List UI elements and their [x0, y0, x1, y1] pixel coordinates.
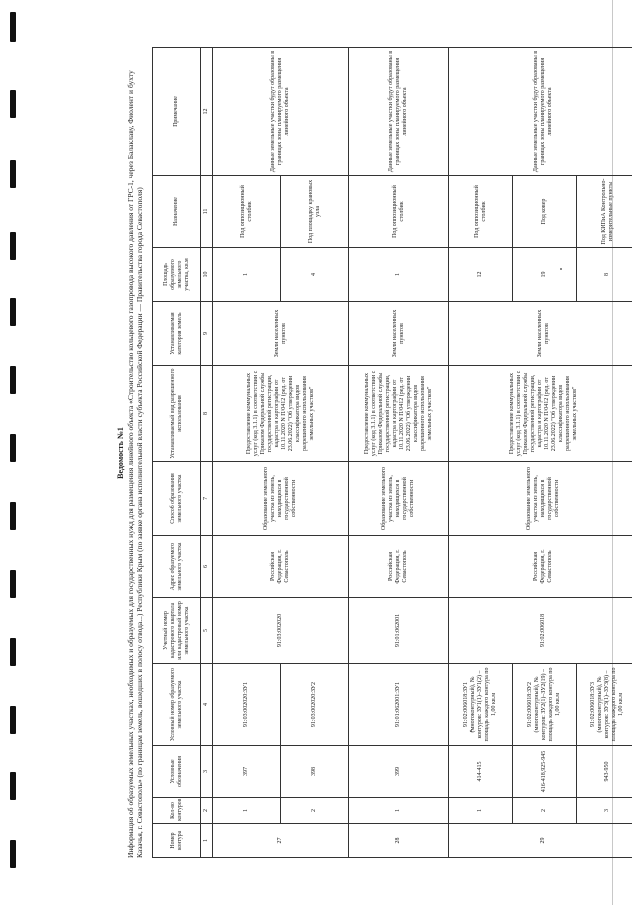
header-number: 5 — [201, 598, 213, 664]
plot-area: 12 — [449, 248, 513, 302]
plot-area: 19 — [513, 248, 577, 302]
header-cell: Учетный номер кадастрового квартала или кадастровый номер земельного участка — [153, 598, 201, 664]
binder-hole — [10, 840, 16, 868]
header-row — [153, 48, 201, 858]
contour-count: 1 — [213, 798, 281, 824]
plot-purpose: Под оппозиционный столбик — [449, 176, 513, 248]
permitted-use: Предоставление коммунальных услуг (код 3.1.1) в соответствии с Приказом Федеральной службы государственной регистрации, кадастра и картографии от 10.11.2020 N П/0412 (ред. от 23.06.2022) "Об утверждении классификатора видов разрешенного использования земельных участков" — [349, 366, 449, 462]
plot-number: 91:03:002020:ЗУ2 — [281, 664, 349, 746]
header-cell: Условный номер образуемого земельного участка — [153, 664, 201, 746]
plot-number: 91:02:006018:ЗУ3 (многоконтурный), № контуров: ЗУ3(1)–ЗУ3(8) – площадь каждого контура по 1,00 кв.м — [577, 664, 632, 746]
header-cell: Назначение — [153, 176, 201, 248]
binder-hole — [10, 366, 16, 394]
header-number: 4 — [201, 664, 213, 746]
land-category: Земли населенных пунктов — [213, 302, 349, 366]
land-category: Земли населенных пунктов — [449, 302, 632, 366]
header-cell: Площадь образуемого земельного участка, кв.м — [153, 248, 201, 302]
contour-count: 3 — [577, 798, 632, 824]
contour-count: 2 — [513, 798, 577, 824]
rotated-page — [116, 48, 632, 858]
conventional-sign: 397 — [213, 746, 281, 798]
plot-number: 91:02:006018:ЗУ1 (многоконтурный), № контуров: ЗУ1(1)–ЗУ1(2) – площадь каждого контура по 1,00 кв.м — [449, 664, 513, 746]
contour-number: 27 — [213, 824, 349, 858]
binder-hole — [10, 638, 16, 666]
header-number: 11 — [201, 176, 213, 248]
header-cell: Адрес образуемого земельного участка — [153, 536, 201, 598]
conventional-sign: 399 — [349, 746, 449, 798]
header-number: 2 — [201, 798, 213, 824]
plot-number: 91:03:002020:ЗУ1 — [213, 664, 281, 746]
document-description: Информация об образуемых земельных участках, необходимых и образуемых для государственных нужд для размещения линейного объекта «Строительство кольцевого газопровода высокого давления от ГРС-1, через Балаклаву, Фиолент и бухту Казачья, г. Севастополь» (по границам земель, вошедших в полосу отвода...) Республики Крым (по заявке органа исполнительной власти субъекта Российской Федерации — Правительства города Севастополя) — [126, 70, 144, 858]
header-cell: Устанавливаемая категория земель — [153, 302, 201, 366]
conventional-sign: 398 — [281, 746, 349, 798]
contour-count: 2 — [281, 798, 349, 824]
plot-note: Данные земельные участки будут образованы в границах зоны планируемого размещения линейного объекта — [449, 48, 632, 176]
binder-hole — [10, 706, 16, 734]
contour-count: 1 — [449, 798, 513, 824]
land-category: Земли населенных пунктов — [349, 302, 449, 366]
plot-purpose: Под ковер — [513, 176, 577, 248]
permitted-use: Предоставление коммунальных услуг (код 3.1.1) в соответствии с Приказом Федеральной службы государственной регистрации, кадастра и картографии от 10.11.2020 N П/0412 (ред. от 23.06.2022) "Об утверждении классификатора видов разрешенного использования земельных участков" — [213, 366, 349, 462]
formation-method: Образование земельного участка из земель, находящихся в государственной собственности — [213, 462, 349, 536]
header-number: 8 — [201, 366, 213, 462]
header-cell: Способ образования земельного участка — [153, 462, 201, 536]
header-number-row — [201, 48, 213, 858]
plot-purpose: Под оппозиционный столбик — [213, 176, 281, 248]
plot-address: Российская Федерация, г. Севастополь — [349, 536, 449, 598]
document-header — [116, 48, 150, 858]
plot-area: 1 — [213, 248, 281, 302]
binder-hole — [10, 772, 16, 800]
header-cell: Номер контура — [153, 824, 201, 858]
table-row — [349, 48, 449, 858]
plot-purpose: Под площадку крановых узла — [281, 176, 349, 248]
plot-number: 91:01:062001:ЗУ1 — [349, 664, 449, 746]
binder-hole — [10, 570, 16, 598]
cadastral-quarter: 91:03:002020 — [213, 598, 349, 664]
binder-hole — [10, 90, 16, 118]
plot-area: 4 — [281, 248, 349, 302]
plot-note: Данные земельные участки будут образованы в границах зоны планируемого размещения линейного объекта — [349, 48, 449, 176]
document-title: Ведомость №1 — [116, 427, 125, 479]
plot-address: Российская Федерация, г. Севастополь — [213, 536, 349, 598]
binder-hole — [10, 434, 16, 462]
contour-count: 1 — [349, 798, 449, 824]
plot-note: Данные земельные участки будут образованы в границах зоны планируемого размещения линейного объекта — [213, 48, 349, 176]
header-cell: Условные обозначения — [153, 746, 201, 798]
table-row — [213, 48, 281, 858]
cadastral-quarter: 91:01:062001 — [349, 598, 449, 664]
land-plots-table — [152, 47, 632, 858]
contour-number: 29 — [449, 824, 632, 858]
plot-number: 91:02:006018:ЗУ2 (многоконтурный), № контуров: ЗУ2(1)–ЗУ2(19) – площадь каждого контура по 1,00 кв.м — [513, 664, 577, 746]
formation-method: Образование земельного участка из земель, находящихся в государственной собственности — [449, 462, 632, 536]
binder-hole — [10, 298, 16, 326]
header-cell: Кол-во контуров — [153, 798, 201, 824]
permitted-use: Предоставление коммунальных услуг (код 3.1.1) в соответствии с Приказом Федеральной службы государственной регистрации, кадастра и картографии от 10.11.2020 N П/0412 (ред. от 23.06.2022) "Об утверждении классификатора видов разрешенного использования земельных участков" — [449, 366, 632, 462]
binder-hole — [10, 232, 16, 260]
plot-address: Российская Федерация, г. Севастополь — [449, 536, 632, 598]
header-cell: Устанавливаемый вид разрешенного использования — [153, 366, 201, 462]
table-row — [449, 48, 513, 858]
header-number: 12 — [201, 48, 213, 176]
plot-purpose: Под КИПиА Контрольно-измерительные пункты — [577, 176, 632, 248]
conventional-sign: 943-950 — [577, 746, 632, 798]
header-number: 10 — [201, 248, 213, 302]
plot-purpose: Под оппозиционный столбик — [349, 176, 449, 248]
header-number: 6 — [201, 536, 213, 598]
header-number: 3 — [201, 746, 213, 798]
conventional-sign: 414-415 — [449, 746, 513, 798]
cadastral-quarter: 91:02:006018 — [449, 598, 632, 664]
binder-hole — [10, 502, 16, 530]
binder-hole — [10, 12, 16, 42]
binder-hole — [10, 160, 16, 188]
header-number: 9 — [201, 302, 213, 366]
header-cell: Примечание — [153, 48, 201, 176]
plot-area: 8 — [577, 248, 632, 302]
header-number: 7 — [201, 462, 213, 536]
header-number: 1 — [201, 824, 213, 858]
formation-method: Образование земельного участка из земель, находящихся в государственной собственности — [349, 462, 449, 536]
contour-number: 28 — [349, 824, 449, 858]
conventional-sign: 416-418,925-945 — [513, 746, 577, 798]
plot-area: 1 — [349, 248, 449, 302]
